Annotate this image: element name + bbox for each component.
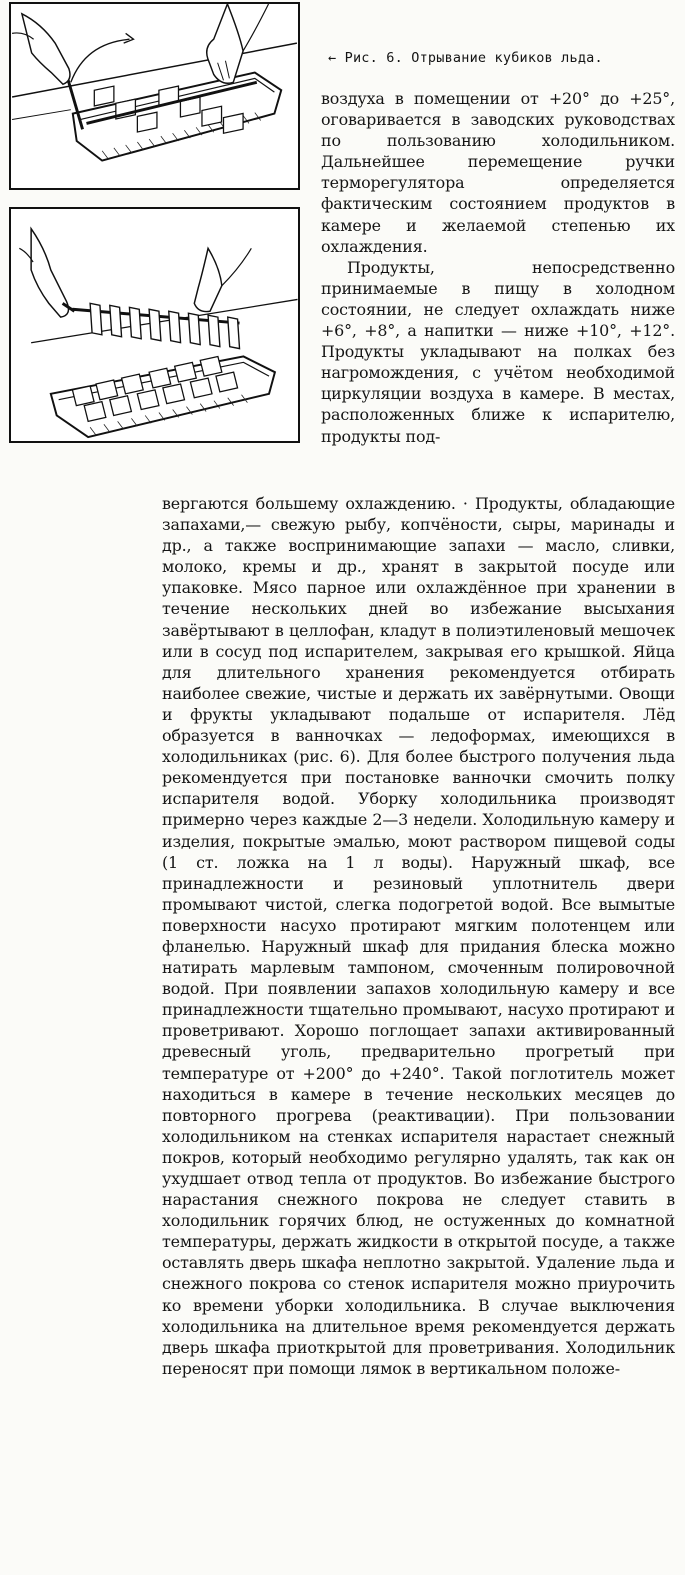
figure-ice-tray-divider bbox=[9, 207, 300, 443]
paragraph-products-start: Продукты, непосредственно принимаемые в пищу в холодном состоянии, не следует охлаждать ниже +6°, +8°, а напитки — ниже +10°, +12°. Продукты укладывают на полках без нагромождения, с учётом необходимой циркуляции воздуха в камере. В местах, расположенных ближе к испарителю, продукты под- bbox=[321, 257, 675, 446]
paragraph-products-continued: вергаются большему охлаждению. · Продукты, обладающие запахами,— свежую рыбу, копчёности, сыры, маринады и др., а также воспринимающие запахи — масло, сливки, молоко, кремы и др., хранят в закрытой посуде или упаковке. Мясо парное или охлаждённое при хранении в течение нескольких дней во избежание высыхания завёртывают в целлофан, кладут в полиэтиленовый мешочек или в сосуд под испарителем, закрывая его крышкой. Яйца для длительного хранения рекомендуется отбирать наиболее свежие, чистые и держать их завёрнутыми. Овощи и фрукты укладывают подальше от испарителя. Лёд образуется в ванночках — ледоформах, имеющихся в холодильниках (рис. 6). Для более быстрого получения льда рекомендуется при постановке ванночки смочить полку испарителя водой. Уборку холодильника производят примерно через каждые 2—3 недели. Холодильную камеру и изделия, покрытые эмалью, моют раствором пищевой соды (1 ст. ложка на 1 л воды). Наружный шкаф, все принадлежности и резиновый уплотнитель двери промывают чистой, слегка подогретой водой. Все вымытые поверхности насухо протирают мягким полотенцем или фланелью. Наружный шкаф для придания блеска можно натирать марлевым тампоном, смоченным полировочной водой. При появлении запахов холодильную камеру и все принадлежности тщательно промывают, насухо протирают и проветривают. Хорошо поглощает запахи активированный древесный уголь, предварительно прогретый при температуре от +200° до +240°. Такой поглотитель может находиться в камере в течение нескольких месяцев до повторного прогрева (реактивации). При пользовании холодильником на стенках испарителя нарастает снежный покров, который необходимо регулярно удалять, так как он ухудшает отвод тепла от продуктов. Во избежание быстрого нарастания снежного покрова не следует ставить в холодильник горячих блюд, не остуженных до комнатной температуры, держать жидкости в открытой посуде, а также оставлять дверь шкафа неплотно закрытой. Удаление льда и снежного покрова со стенок испарителя можно приурочить ко времени уборки холодильника. В случае выключения холодильника на длительное время рекомендуется держать дверь шкафа приоткрытой для проветривания. Холодильник переносят при помощи лямок в вертикальном положе- bbox=[162, 494, 675, 1378]
text-column-wide bbox=[162, 493, 675, 1379]
ice-tray-lever-illustration bbox=[11, 4, 298, 188]
text-column-narrow bbox=[321, 88, 675, 447]
figure-ice-tray-lever bbox=[9, 2, 300, 190]
ice-tray-divider-illustration bbox=[11, 209, 298, 441]
figure-caption: ← Рис. 6. Отрывание кубиков льда. bbox=[328, 50, 603, 66]
paragraph-thermostat: воздуха в помещении от +20° до +25°, оговаривается в заводских руководствах по пользованию холодильником. Дальнейшее перемещение ручки терморегулятора определяется фактическим состоянием продуктов в камере и желаемой степенью их охлаждения. bbox=[321, 89, 675, 256]
